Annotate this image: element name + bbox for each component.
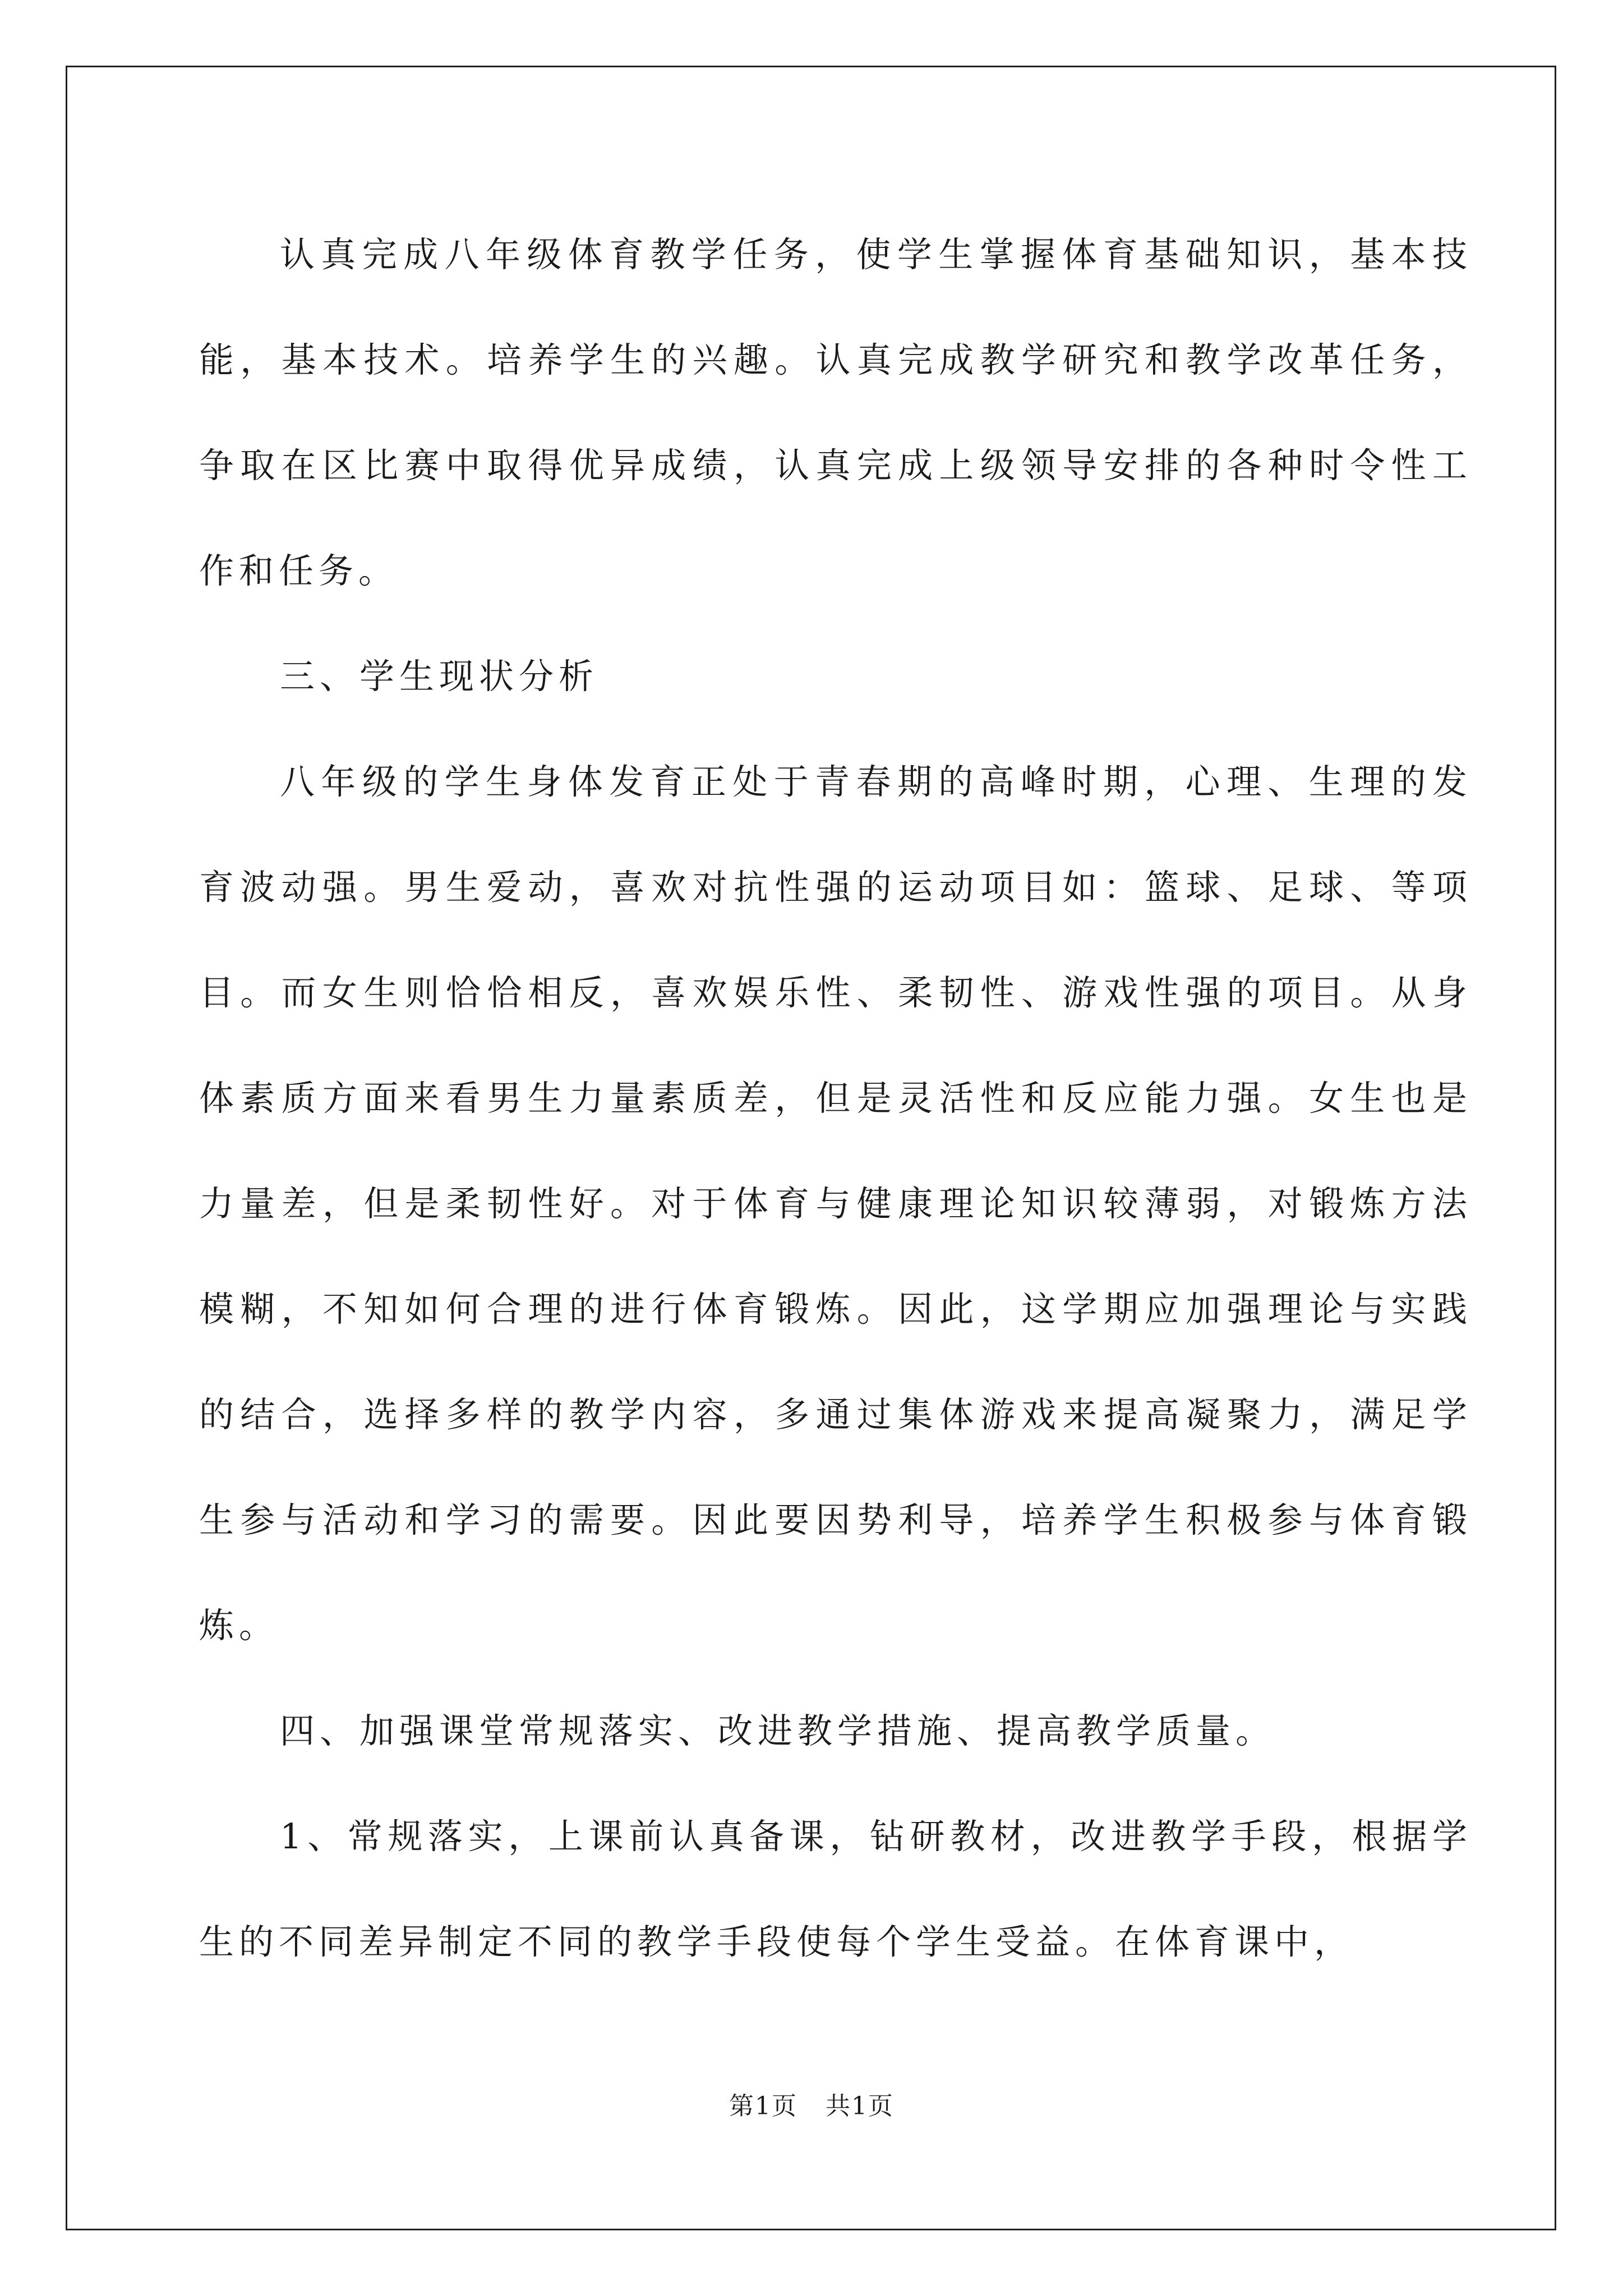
page-total: 共1页 [826,2092,894,2120]
page-number: 第1页 [729,2092,797,2120]
document-body [199,202,1472,1995]
heading-classroom-routine: 四、加强课堂常规落实、改进教学措施、提高教学质量。 [280,1710,1276,1751]
page-footer [0,2086,1623,2122]
heading-student-analysis: 三、学生现状分析 [280,656,599,697]
paragraph-routine-details: 1、常规落实，上课前认真备课，钻研教材，改进教学手段，根据学生的不同差异制定不同的教学手段使每个学生受益。在体育课中， [199,1816,1472,1962]
paragraph-student-analysis: 八年级的学生身体发育正处于青春期的高峰时期，心理、生理的发育波动强。男生爱动，喜欢对抗性强的运动项目如：篮球、足球、等项目。而女生则恰恰相反，喜欢娱乐性、柔韧性、游戏性强的项目。从身体素质方面来看男生力量素质差，但是灵活性和反应能力强。女生也是力量差，但是柔韧性好。对于体育与健康理论知识较薄弱，对锻炼方法模糊，不知如何合理的进行体育锻炼。因此，这学期应加强理论与实践的结合，选择多样的教学内容，多通过集体游戏来提高凝聚力，满足学生参与活动和学习的需要。因此要因势利导，培养学生积极参与体育锻炼。 [199,761,1472,1646]
paragraph-task-goals: 认真完成八年级体育教学任务，使学生掌握体育基础知识，基本技能，基本技术。培养学生的兴趣。认真完成教学研究和教学改革任务，争取在区比赛中取得优异成绩，认真完成上级领导安排的各种时令性工作和任务。 [199,234,1472,591]
